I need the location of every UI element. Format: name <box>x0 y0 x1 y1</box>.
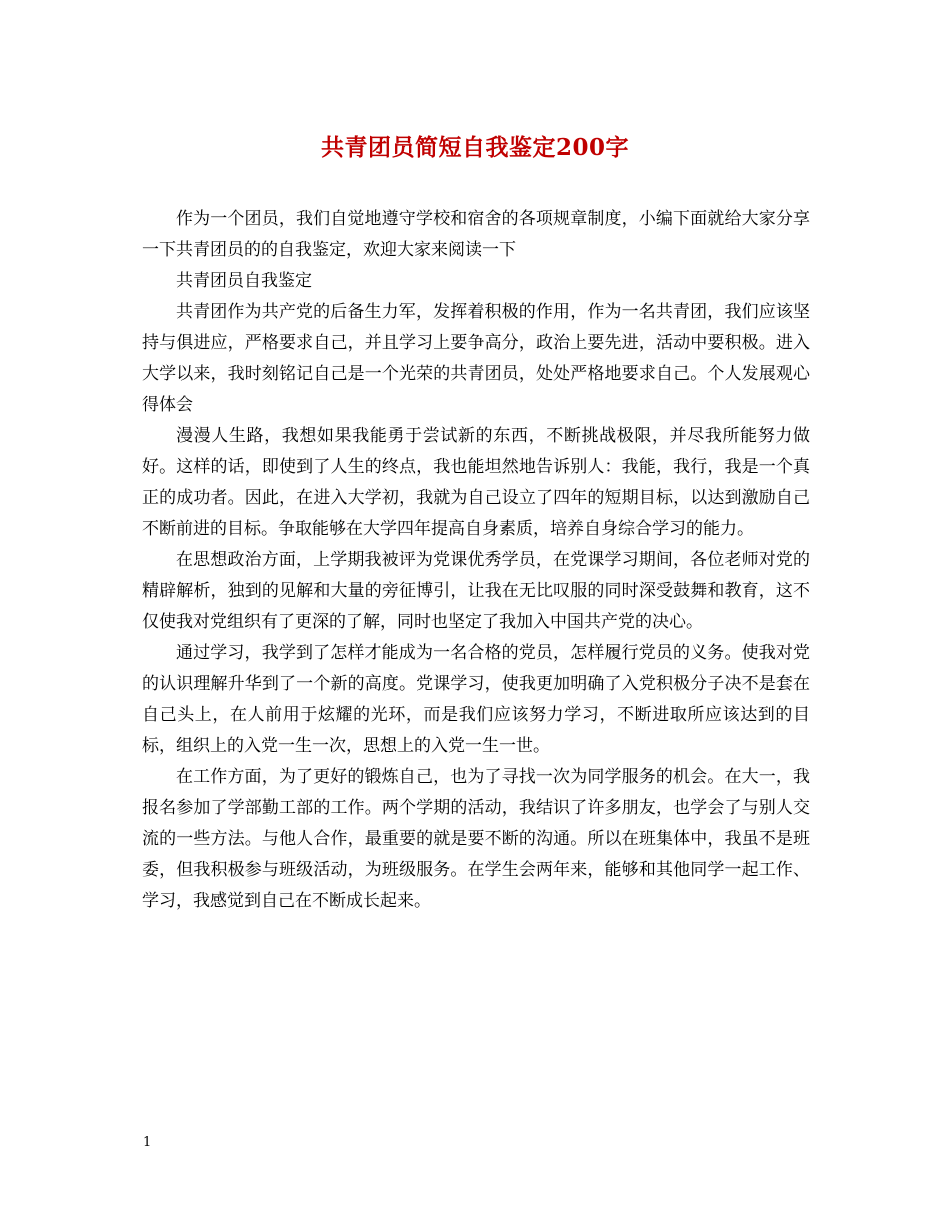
body-paragraph: 在思想政治方面，上学期我被评为党课优秀学员，在党课学习期间，各位老师对党的精辟解析，独到的见解和大量的旁征博引，让我在无比叹服的同时深受鼓舞和教育，这不仅使我对党组织有了更深的了解，同时也坚定了我加入中国共产党的决心。 <box>142 550 810 632</box>
section-heading: 共青团员自我鉴定 <box>176 271 312 291</box>
body-paragraph: 通过学习，我学到了怎样才能成为一名合格的党员，怎样履行党员的义务。使我对党的认识理解升华到了一个新的高度。党课学习，使我更加明确了入党积极分子决不是套在自己头上，在人前用于炫耀的光环，而是我们应该努力学习，不断进取所应该达到的目标，组织上的入党一生一次，思想上的入党一生一世。 <box>142 643 810 756</box>
body-paragraph: 在工作方面，为了更好的锻炼自己，也为了寻找一次为同学服务的机会。在大一，我报名参加了学部勤工部的工作。两个学期的活动，我结识了许多朋友，也学会了与别人交流的一些方法。与他人合作，最重要的就是要不断的沟通。所以在班集体中，我虽不是班委，但我积极参与班级活动，为班级服务。在学生会两年来，能够和其他同学一起工作、学习，我感觉到自己在不断成长起来。 <box>142 767 810 911</box>
page-number: 1 <box>143 1135 152 1150</box>
page-title: 共青团员简短自我鉴定200字 <box>320 134 629 161</box>
intro-paragraph: 作为一个团员，我们自觉地遵守学校和宿舍的各项规章制度，小编下面就给大家分享一下共青团员的的自我鉴定，欢迎大家来阅读一下 <box>142 209 810 260</box>
body-paragraph: 共青团作为共产党的后备生力军，发挥着积极的作用，作为一名共青团，我们应该坚持与俱进应，严格要求自己，并且学习上要争高分，政治上要先进，活动中要积极。进入大学以来，我时刻铭记自己是一个光荣的共青团员，处处严格地要求自己。个人发展观心得体会 <box>142 302 810 415</box>
body-paragraph: 漫漫人生路，我想如果我能勇于尝试新的东西，不断挑战极限，并尽我所能努力做好。这样的话，即使到了人生的终点，我也能坦然地告诉别人：我能，我行，我是一个真正的成功者。因此，在进入大学初，我就为自己设立了四年的短期目标，以达到激励自己不断前进的目标。争取能够在大学四年提高自身素质，培养自身综合学习的能力。 <box>142 426 810 539</box>
document-body <box>142 204 810 917</box>
